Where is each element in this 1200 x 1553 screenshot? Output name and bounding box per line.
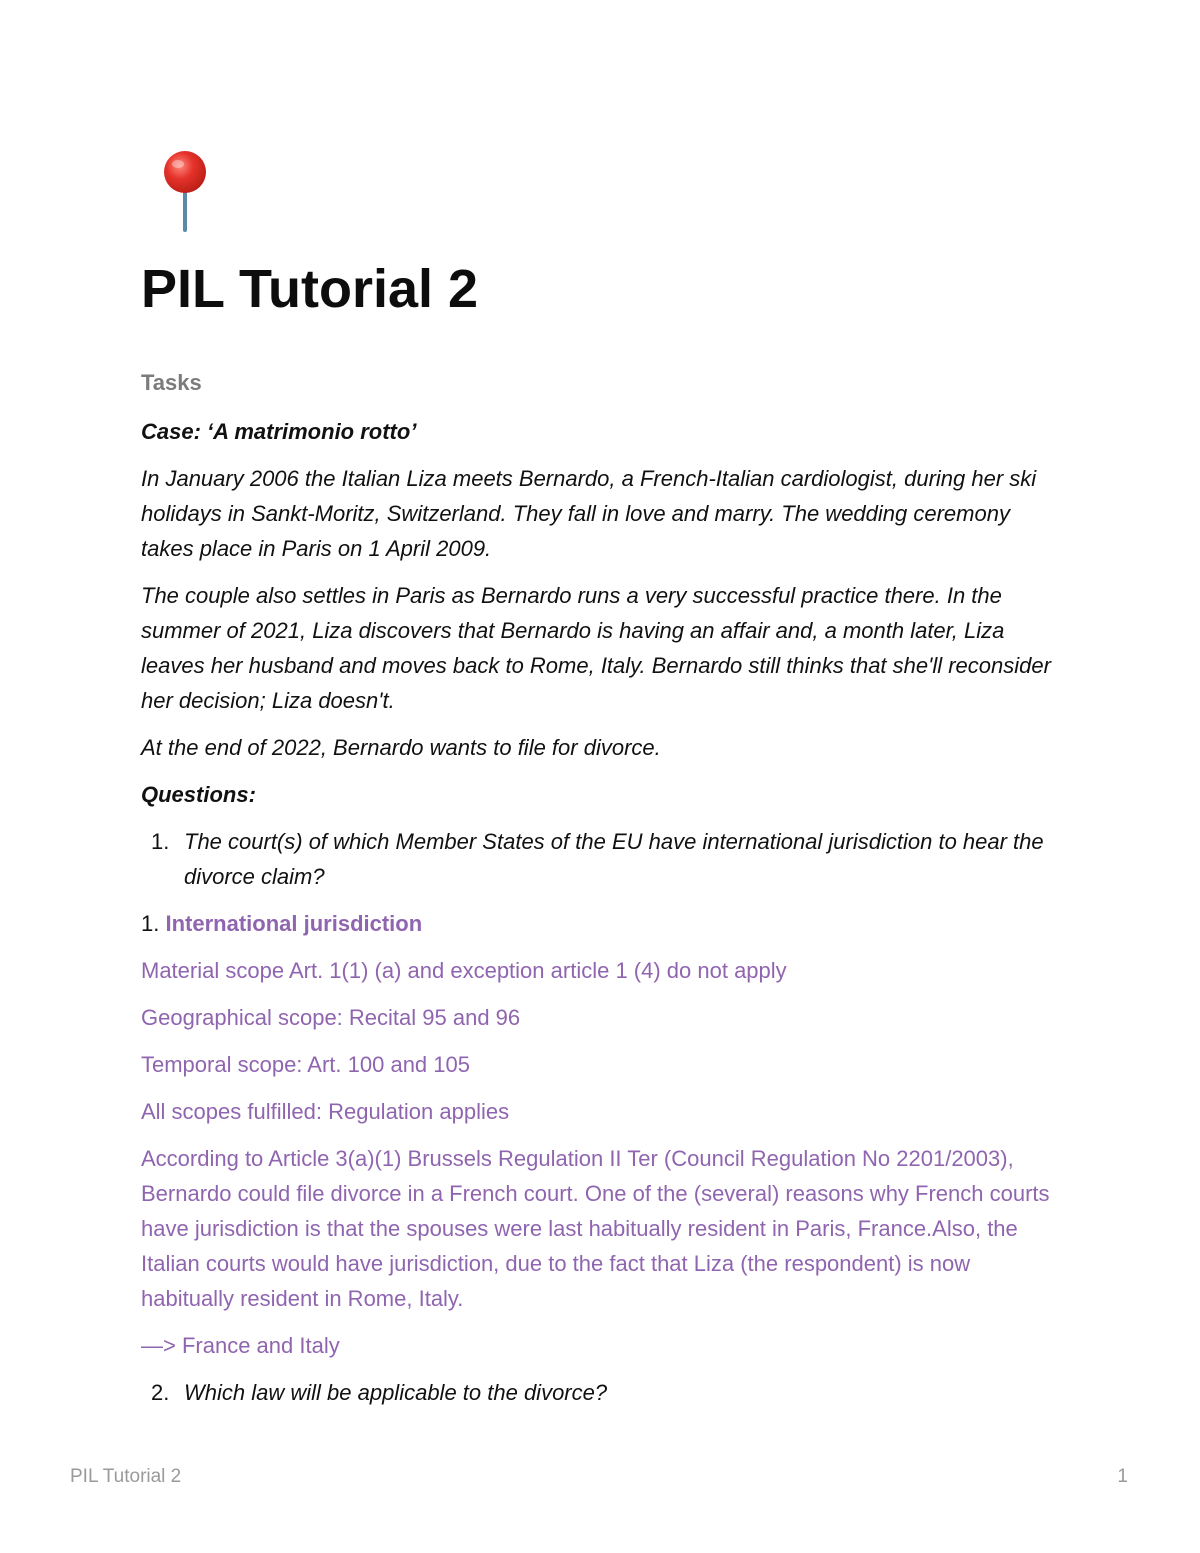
questions-heading: Questions: (141, 782, 256, 807)
document-page (141, 150, 1061, 1410)
story-paragraph: In January 2006 the Italian Liza meets Bernardo, a French-Italian cardiologist, during her ski holidays in Sankt-Moritz, Switzerland. They fall in love and marry. The wedding ceremony takes place in Paris on 1 April 2009. (141, 466, 1037, 561)
answer-conclusion: —> France and Italy (141, 1333, 340, 1358)
question-item (141, 824, 1061, 894)
answer-paragraph: All scopes fulfilled: Regulation applies (141, 1099, 510, 1124)
case-heading: Case: ‘A matrimonio rotto’ (141, 419, 417, 444)
footer-title: PIL Tutorial 2 (70, 1466, 182, 1487)
story-paragraph: At the end of 2022, Bernardo wants to file for divorce. (141, 735, 661, 760)
question-number: 2. (151, 1380, 170, 1405)
footer-page-number: 1 (1117, 1466, 1128, 1487)
answer-heading-label: International jurisdiction (165, 911, 423, 936)
answer-paragraph: Geographical scope: Recital 95 and 96 (141, 1005, 521, 1030)
question-text: The court(s) of which Member States of the EU have international jurisdiction to hear the divorce claim? (184, 829, 1044, 889)
question-text: Which law will be applicable to the divorce? (184, 1380, 608, 1405)
answer-paragraph: Material scope Art. 1(1) (a) and exception article 1 (4) do not apply (141, 958, 787, 983)
answer-paragraph: Temporal scope: Art. 100 and 105 (141, 1052, 470, 1077)
section-label-tasks: Tasks (141, 370, 202, 395)
answer-paragraph: According to Article 3(a)(1) Brussels Regulation II Ter (Council Regulation No 2201/2003), Bernardo could file divorce in a French court. One of the (several) reasons why French courts have jurisdiction is that the spouses were last habitually resident in Paris, France.Also, the Italian courts would have jurisdiction, due to the fact that Liza (the respondent) is now habitually resident in Rome, Italy. (141, 1146, 1050, 1311)
pushpin-icon (159, 150, 211, 234)
question-number: 1. (151, 829, 170, 854)
answer-heading (141, 906, 1061, 941)
story-paragraph: The couple also settles in Paris as Bernardo runs a very successful practice there. In the summer of 2021, Liza discovers that Bernardo is having an affair and, a month later, Liza leaves her husband and moves back to Rome, Italy. Bernardo still thinks that she'll reconsider her decision; Liza doesn't. (141, 583, 1051, 713)
question-item (141, 1375, 1061, 1410)
page-title: PIL Tutorial 2 (141, 259, 479, 319)
answer-heading-number: 1. (141, 911, 160, 936)
